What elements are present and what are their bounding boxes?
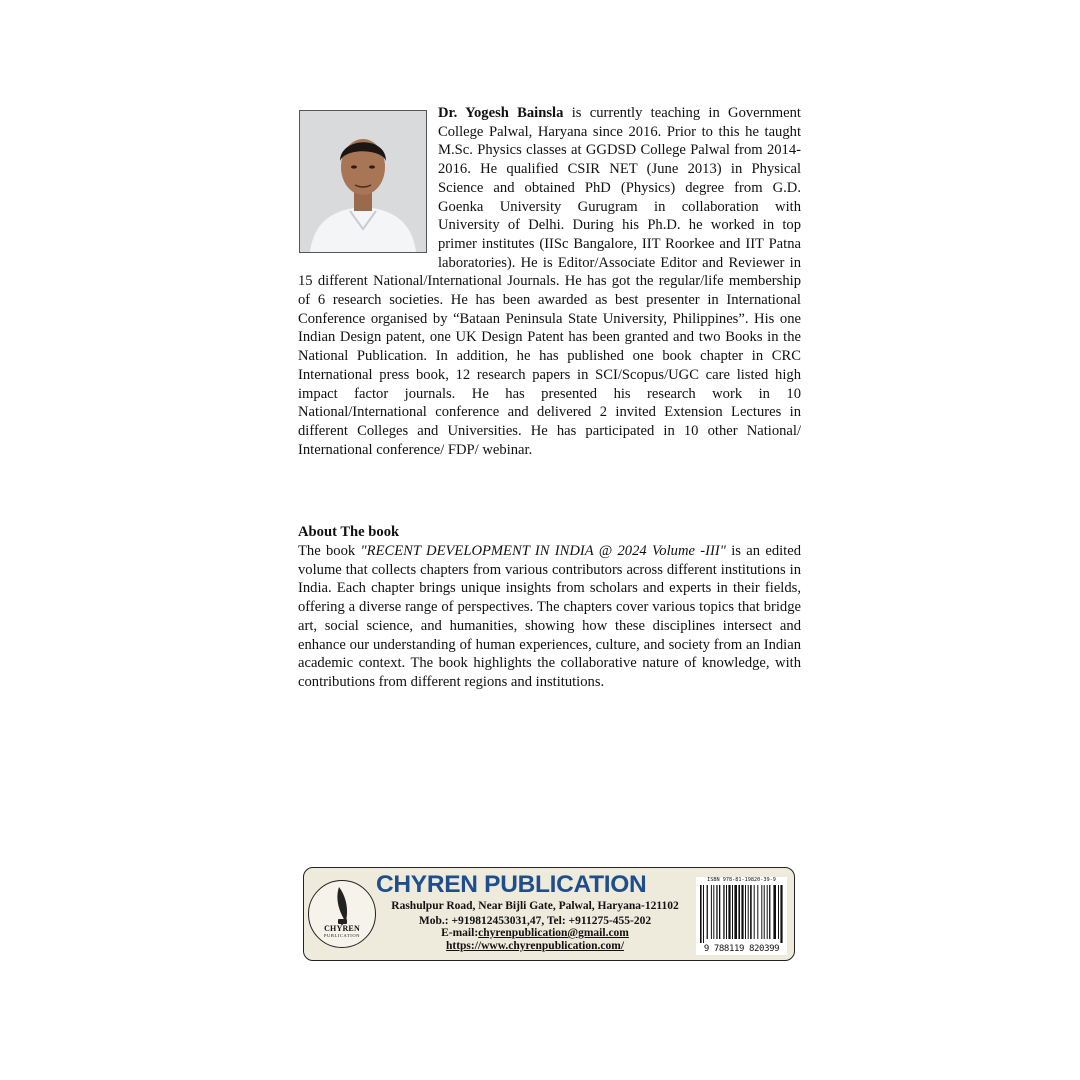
barcode-bar — [713, 885, 714, 939]
publisher-phone: Mob.: +919812453031,47, Tel: +911275-455-202 — [418, 915, 652, 927]
barcode-bar — [764, 885, 765, 939]
barcode-bar — [741, 885, 743, 939]
barcode-bar — [750, 885, 752, 939]
barcode-bar — [700, 885, 702, 943]
barcode-bars — [699, 885, 784, 943]
barcode-bar — [732, 885, 733, 939]
publisher-email-line — [376, 927, 694, 940]
barcode-bar — [711, 885, 712, 939]
publisher-website-line — [376, 940, 694, 953]
publisher-email[interactable]: chyrenpublication@gmail.com — [478, 927, 629, 939]
barcode-bar — [726, 885, 727, 939]
about-section — [298, 523, 801, 691]
barcode-bar — [723, 885, 724, 939]
barcode-bar — [769, 885, 770, 939]
publisher-website[interactable]: https://www.chyrenpublication.com/ — [445, 940, 625, 952]
logo-name: CHYREN — [324, 924, 360, 933]
barcode-bar — [728, 885, 730, 939]
about-body: is an edited volume that collects chapters from various contributors across different institutions in India. Each chapter brings unique insights from scholars and experts in their fields, offering a diverse range of perspectives. The chapters cover various topics that bridge art, social science, and humanities, showing how these disciplines intersect and enhance our understanding of human experiences, culture, and society from an Indian academic context. The book highlights the collaborative nature of knowledge, with contributions from different regions and institutions. — [298, 543, 801, 690]
barcode-bar — [707, 885, 708, 939]
barcode-bar — [734, 885, 737, 939]
barcode-bar — [738, 885, 740, 939]
publisher-name: CHYREN PUBLICATION — [376, 871, 647, 898]
barcode-bar — [716, 885, 717, 939]
book-title: "RECENT DEVELOPMENT IN INDIA @ 2024 Volume -III" — [360, 543, 726, 560]
publisher-banner — [303, 867, 795, 961]
barcode-bar — [703, 885, 704, 943]
barcode-bar — [757, 885, 758, 939]
barcode-bar — [773, 885, 776, 939]
author-photo — [299, 110, 427, 253]
about-intro: The book — [298, 543, 356, 560]
barcode-bar — [719, 885, 720, 939]
barcode-bar — [761, 885, 762, 939]
barcode-bar — [754, 885, 755, 939]
publisher-logo — [308, 880, 376, 948]
barcode-digits: 9 788119 820399 — [703, 944, 780, 954]
barcode-bar — [778, 885, 779, 939]
barcode-bar — [780, 885, 782, 943]
barcode-bar — [748, 885, 749, 939]
logo-sub: PUBLICATION — [323, 933, 361, 938]
isbn-text: ISBN 978-81-19820-39-9 — [707, 877, 776, 883]
email-label: E-mail: — [441, 927, 479, 939]
back-cover-text — [298, 104, 801, 692]
barcode-bar — [767, 885, 768, 939]
barcode-bar — [745, 885, 746, 939]
author-name: Dr. Yogesh Bainsla — [438, 105, 564, 121]
publisher-address: Rashulpur Road, Near Bijli Gate, Palwal, Haryana-121102 — [391, 900, 679, 912]
about-text — [298, 542, 801, 692]
author-bio-text: is currently teaching in Government College Palwal, Haryana since 2016. Prior to this he taught M.Sc. Physics classes at GGDSD College Palwal from 2014-2016. He qualified CSIR NET (June 2013) in Physical Science and obtained PhD (Physics) degree from G.D. Goenka University Gurugram in collaboration with University of Delhi. During his Ph.D. he worked in top primer institutes (IISc Bangalore, IIT Roorkee and IIT Patna laboratories). He is Editor/Associate Editor and Reviewer in 15 different National/International Journals. He has got the regular/life membership of 6 research societies. He has been awarded as best presenter in International Conference organised by “Bataan Peninsula State University, Philippines”. His one Indian Design patent, one UK Design Patent has been granted and two Books in the National Publication. In addition, he has published one book chapter in CRC International press book, 12 research papers in SCI/Scopus/UGC care listed high impact factor journals. He has presented his research work in 10 National/International conference and delivered 2 invited Extension Lectures in different Colleges and Universities. He has participated in 10 other National/ International conference/ FDP/ webinar. — [298, 105, 801, 458]
about-heading: About The book — [298, 524, 400, 541]
isbn-barcode — [696, 877, 787, 955]
